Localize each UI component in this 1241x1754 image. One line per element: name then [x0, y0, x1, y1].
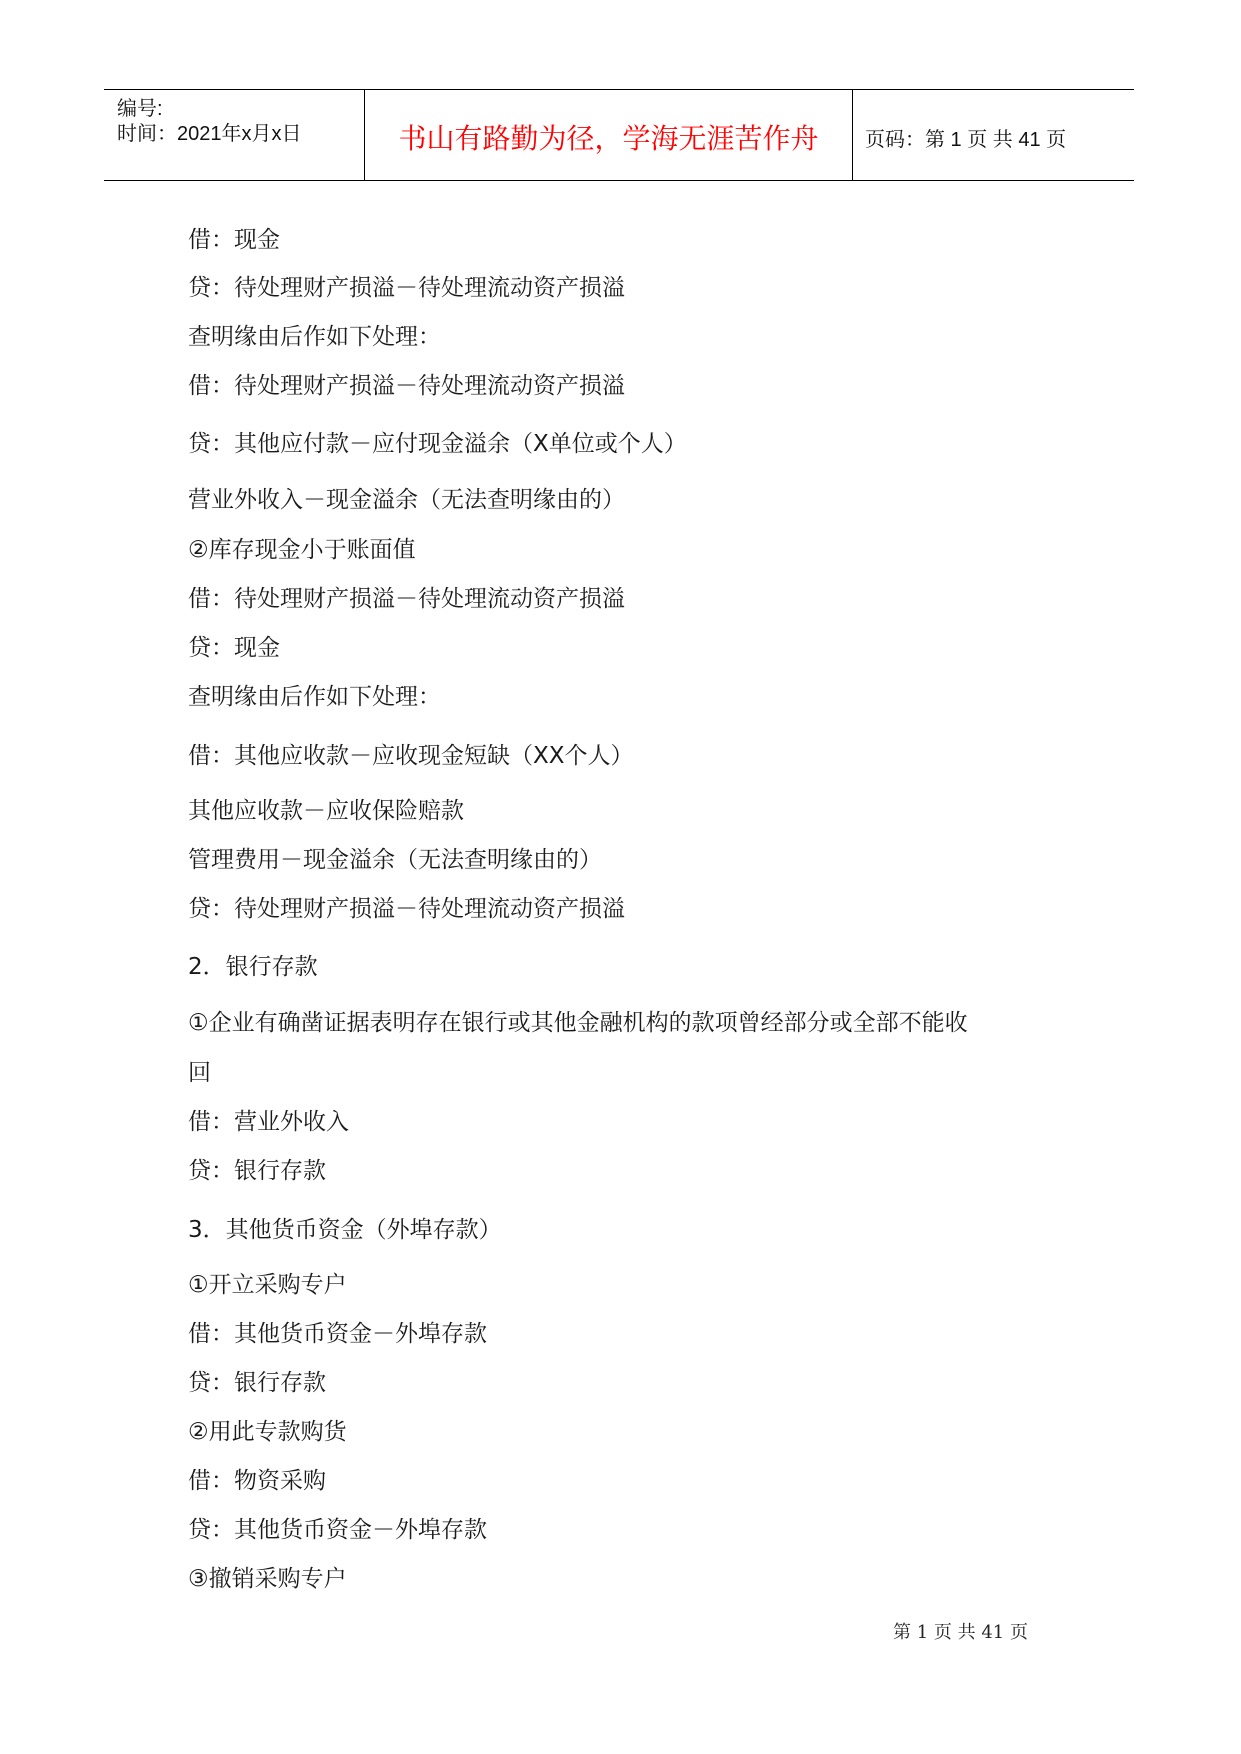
body-line: 借：物资采购 [188, 1468, 326, 1494]
body-line: ②库存现金小于账面值 [188, 537, 416, 563]
body-line: ①开立采购专户 [188, 1272, 347, 1298]
body-line: 借：待处理财产损溢－待处理流动资产损溢 [188, 373, 625, 399]
body-line: 其他应收款－应收保险赔款 [188, 798, 464, 824]
header-meta [104, 90, 365, 180]
page-footer: 第 1 页 共 41 页 [893, 1622, 1028, 1643]
body-line: 贷：现金 [188, 635, 280, 661]
body-line: 借：其他应收款－应收现金短缺（XX个人） [188, 743, 634, 769]
document-number-label: 编号: [117, 98, 163, 120]
page-header [104, 89, 1134, 181]
header-motto-cell [365, 90, 853, 180]
body-line: 借：待处理财产损溢－待处理流动资产损溢 [188, 586, 625, 612]
body-line: 借：现金 [188, 227, 280, 253]
body-line: 3．其他货币资金（外埠存款） [188, 1217, 502, 1243]
body-line: ②用此专款购货 [188, 1419, 347, 1445]
header-page-info: 页码：第 1 页 共 41 页 [865, 128, 1067, 151]
document-time-label: 时间：2021年x月x日 [117, 123, 302, 145]
body-line: 贷：待处理财产损溢－待处理流动资产损溢 [188, 896, 625, 922]
body-line: 贷：其他货币资金－外埠存款 [188, 1517, 487, 1543]
body-line: 贷：其他应付款－应付现金溢余（X单位或个人） [188, 431, 687, 457]
body-line: 营业外收入－现金溢余（无法查明缘由的） [188, 487, 625, 513]
body-line: 管理费用－现金溢余（无法查明缘由的） [188, 847, 602, 873]
body-line: 贷：待处理财产损溢－待处理流动资产损溢 [188, 275, 625, 301]
body-line: 回 [188, 1060, 211, 1086]
header-motto: 书山有路勤为径，学海无涯苦作舟 [398, 122, 819, 155]
body-line: ③撤销采购专户 [188, 1566, 347, 1592]
body-line: 2．银行存款 [188, 954, 318, 980]
body-line: 贷：银行存款 [188, 1370, 326, 1396]
header-page-cell [853, 90, 1134, 180]
body-line: 查明缘由后作如下处理： [188, 324, 441, 350]
body-line: 借：营业外收入 [188, 1109, 349, 1135]
body-line: 贷：银行存款 [188, 1158, 326, 1184]
body-line: ①企业有确凿证据表明存在银行或其他金融机构的款项曾经部分或全部不能收 [188, 1010, 968, 1036]
body-line: 查明缘由后作如下处理： [188, 684, 441, 710]
body-line: 借：其他货币资金－外埠存款 [188, 1321, 487, 1347]
